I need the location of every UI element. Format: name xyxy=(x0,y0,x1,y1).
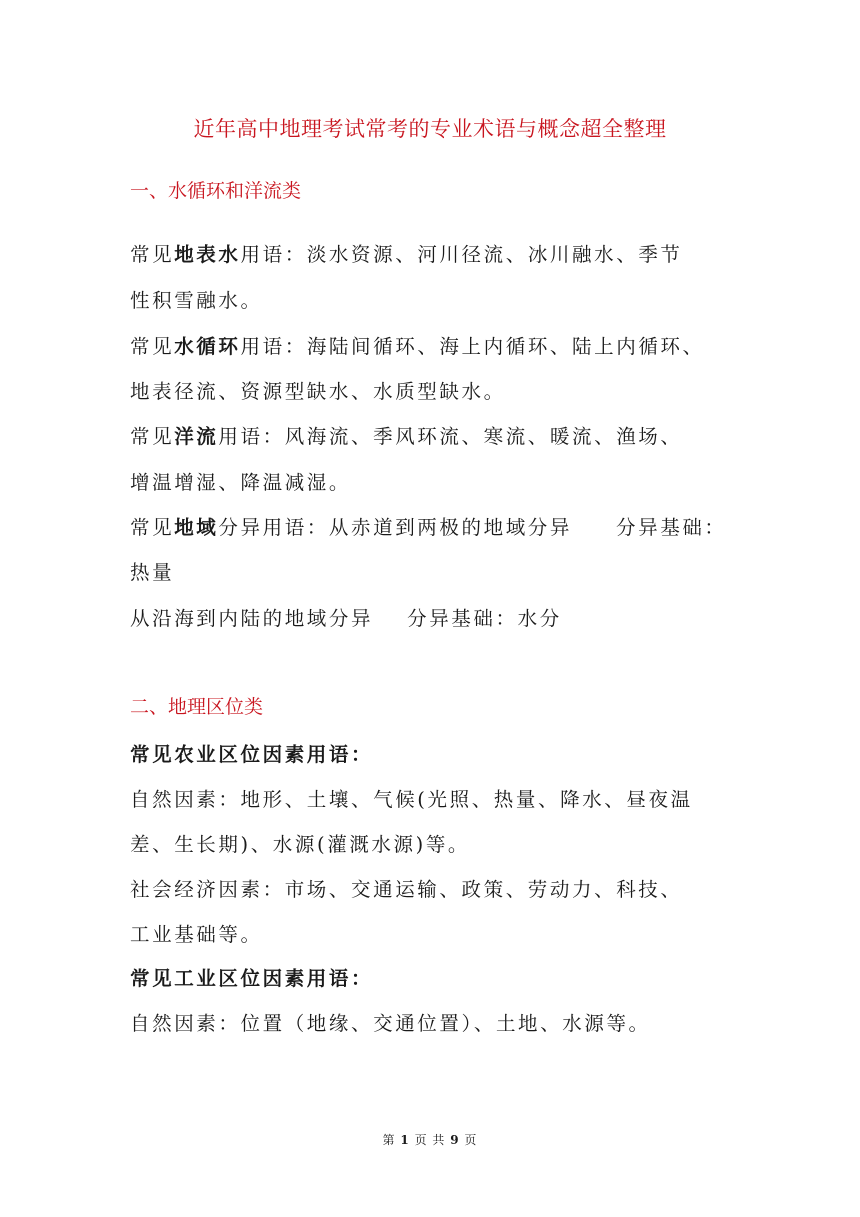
zonal-prefix: 常见 xyxy=(130,516,175,539)
agri-natural-1: 自然因素：地形、土壤、气候(光照、热量、降水、昼夜温 xyxy=(130,788,693,811)
water-cycle-cont: 地表径流、资源型缺水、水质型缺水。 xyxy=(130,380,506,403)
surface-water-prefix: 常见 xyxy=(130,243,175,266)
water-cycle-term: 水循环 xyxy=(174,335,241,358)
agri-social-1: 社会经济因素：市场、交通运输、政策、劳动力、科技、 xyxy=(130,878,683,901)
ocean-current-cont: 增温增湿、降温减湿。 xyxy=(130,471,352,494)
zonal-line2-text: 从沿海到内陆的地域分异 xyxy=(130,607,374,630)
agri-natural-2: 差、生长期)、水源(灌溉水源)等。 xyxy=(130,833,471,856)
water-cycle-prefix: 常见 xyxy=(130,335,175,358)
surface-water-term: 地表水 xyxy=(174,243,241,266)
ocean-current-suffix: 用语：风海流、季风环流、寒流、暖流、渔场、 xyxy=(218,425,683,448)
footer-suffix: 页 xyxy=(464,1133,478,1147)
industry-natural: 自然因素：位置（地缘、交通位置）、土地、水源等。 xyxy=(130,1012,651,1035)
page-footer xyxy=(0,1131,860,1148)
footer-total-pages: 9 xyxy=(450,1133,460,1147)
section-heading-water: 一、水循环和洋流类 xyxy=(130,180,302,202)
zonal-term: 地域 xyxy=(174,516,219,539)
section-heading-location: 二、地理区位类 xyxy=(130,696,264,718)
ocean-current-prefix: 常见 xyxy=(130,425,175,448)
zonal-basis-label: 分异基础： xyxy=(616,516,727,539)
zonal-line-2 xyxy=(130,603,562,631)
zonal-suffix: 分异用语：从赤道到两极的地域分异 xyxy=(218,516,573,539)
footer-mid: 页 共 xyxy=(414,1133,446,1147)
agri-social-2: 工业基础等。 xyxy=(130,923,263,946)
industry-heading: 常见工业区位因素用语： xyxy=(130,967,374,990)
footer-prefix: 第 xyxy=(382,1133,396,1147)
water-cycle-line xyxy=(130,331,705,359)
zonal-basis-value: 热量 xyxy=(130,561,175,584)
footer-page-number: 1 xyxy=(400,1133,410,1147)
zonal-line2-basis: 分异基础：水分 xyxy=(407,607,562,630)
agri-heading: 常见农业区位因素用语： xyxy=(130,743,374,766)
surface-water-line xyxy=(130,239,683,267)
surface-water-suffix: 用语：淡水资源、河川径流、冰川融水、季节 xyxy=(240,243,683,266)
page-title: 近年高中地理考试常考的专业术语与概念超全整理 xyxy=(193,117,667,141)
ocean-current-line xyxy=(130,421,683,449)
zonal-line xyxy=(130,512,727,540)
ocean-current-term: 洋流 xyxy=(174,425,219,448)
surface-water-cont: 性积雪融水。 xyxy=(130,289,263,312)
water-cycle-suffix: 用语：海陆间循环、海上内循环、陆上内循环、 xyxy=(240,335,705,358)
